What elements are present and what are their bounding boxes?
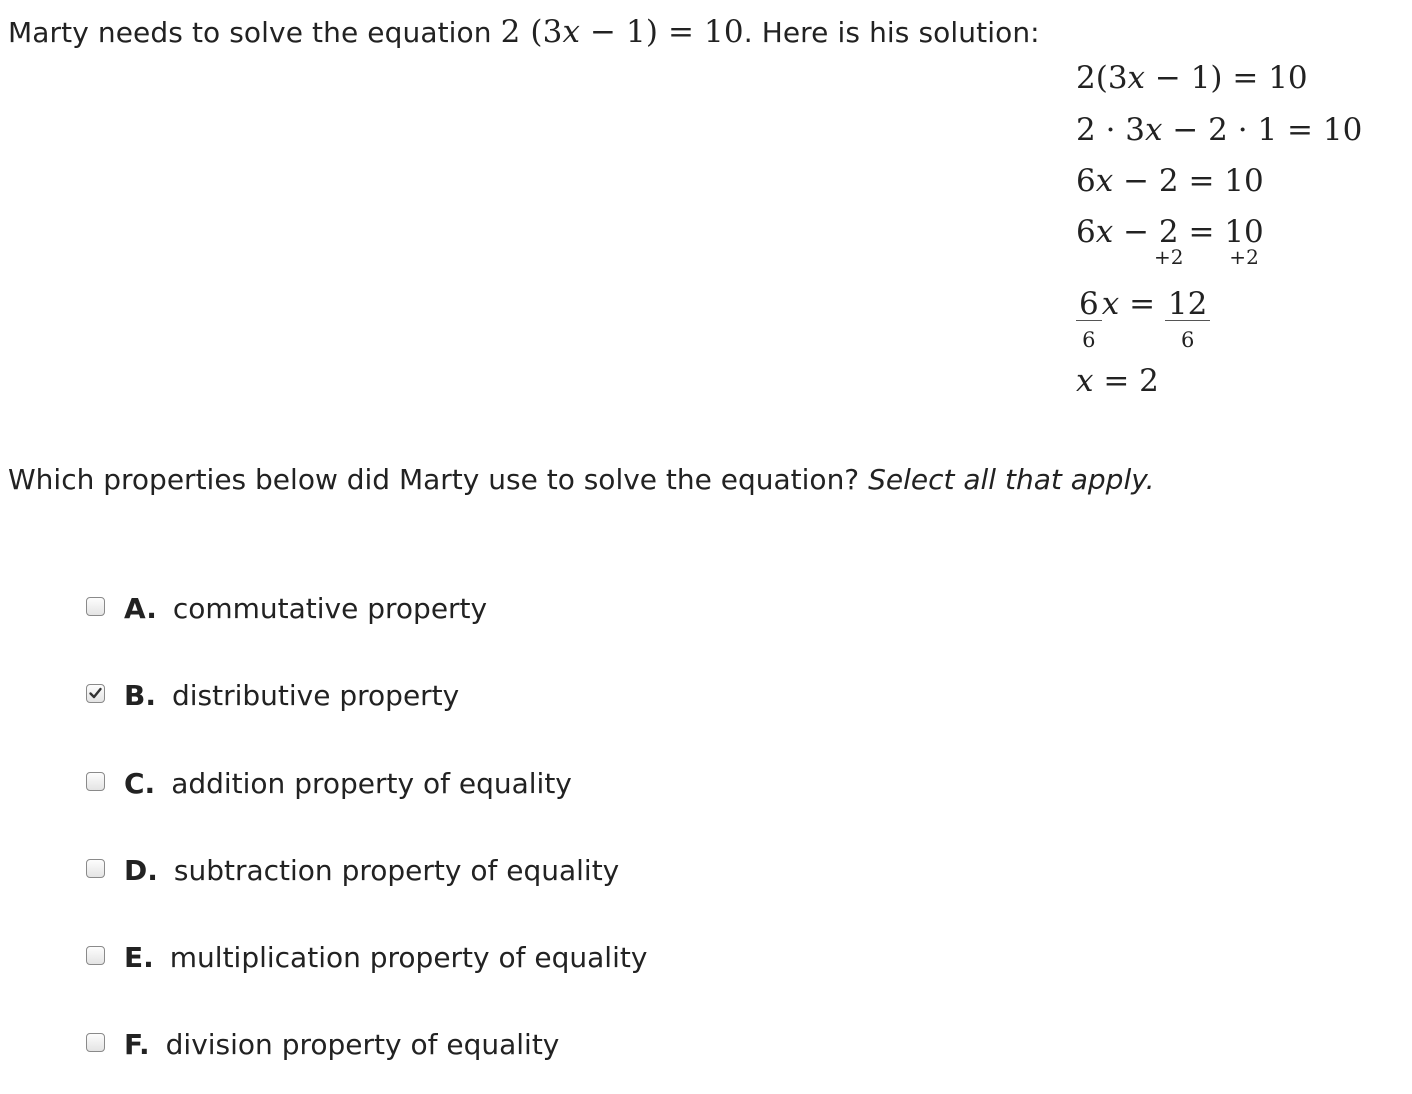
option-letter: C. bbox=[124, 766, 156, 800]
option-label: multiplication property of equality bbox=[169, 940, 648, 974]
answer-option-b[interactable] bbox=[86, 675, 459, 715]
option-label: distributive property bbox=[171, 678, 460, 712]
fraction-six: 6 6 bbox=[1076, 289, 1102, 321]
answer-option-c[interactable] bbox=[86, 763, 572, 803]
answer-option-d[interactable] bbox=[86, 850, 619, 890]
option-label: addition property of equality bbox=[171, 766, 572, 800]
checkbox[interactable] bbox=[86, 772, 105, 791]
added-two-left: +2 bbox=[1154, 245, 1184, 269]
question-text: Which properties below did Marty use to solve the equation? Select all that apply. bbox=[8, 463, 1155, 496]
option-letter: D. bbox=[124, 853, 158, 887]
prompt-text-before: Marty needs to solve the equation bbox=[8, 16, 501, 49]
question-prompt bbox=[8, 14, 1040, 50]
prompt-equation: 2 (3x − 1) = 10 bbox=[500, 14, 744, 50]
checkbox[interactable] bbox=[86, 1033, 105, 1052]
answer-option-f[interactable] bbox=[86, 1024, 559, 1064]
fraction-twelve: 12 6 bbox=[1165, 289, 1210, 321]
solution-step-5: 6 6 x = 12 6 bbox=[1076, 286, 1210, 322]
instruction-italic: Select all that apply. bbox=[868, 463, 1155, 496]
checkbox-checked[interactable] bbox=[86, 684, 105, 703]
option-letter: F. bbox=[124, 1027, 150, 1061]
option-letter: A. bbox=[124, 591, 157, 625]
option-label: commutative property bbox=[172, 591, 488, 625]
solution-step-4: 6x − 2 +2 = 10 +2 bbox=[1076, 214, 1264, 269]
solution-step-1: 2(3x − 1) = 10 bbox=[1076, 60, 1308, 96]
solution-step-3: 6x − 2 = 10 bbox=[1076, 163, 1264, 199]
checkmark-icon bbox=[88, 686, 103, 701]
added-two-right: +2 bbox=[1229, 245, 1259, 269]
solution-step-2: 2 · 3x − 2 · 1 = 10 bbox=[1076, 112, 1363, 148]
checkbox[interactable] bbox=[86, 597, 105, 616]
checkbox[interactable] bbox=[86, 946, 105, 965]
option-label: subtraction property of equality bbox=[173, 853, 620, 887]
prompt-text-after: . Here is his solution: bbox=[743, 16, 1040, 49]
option-letter: B. bbox=[124, 678, 156, 712]
answer-option-e[interactable] bbox=[86, 937, 647, 977]
option-letter: E. bbox=[124, 940, 154, 974]
answer-option-a[interactable] bbox=[86, 588, 487, 628]
option-label: division property of equality bbox=[165, 1027, 560, 1061]
solution-step-6: x = 2 bbox=[1076, 363, 1159, 399]
checkbox[interactable] bbox=[86, 859, 105, 878]
